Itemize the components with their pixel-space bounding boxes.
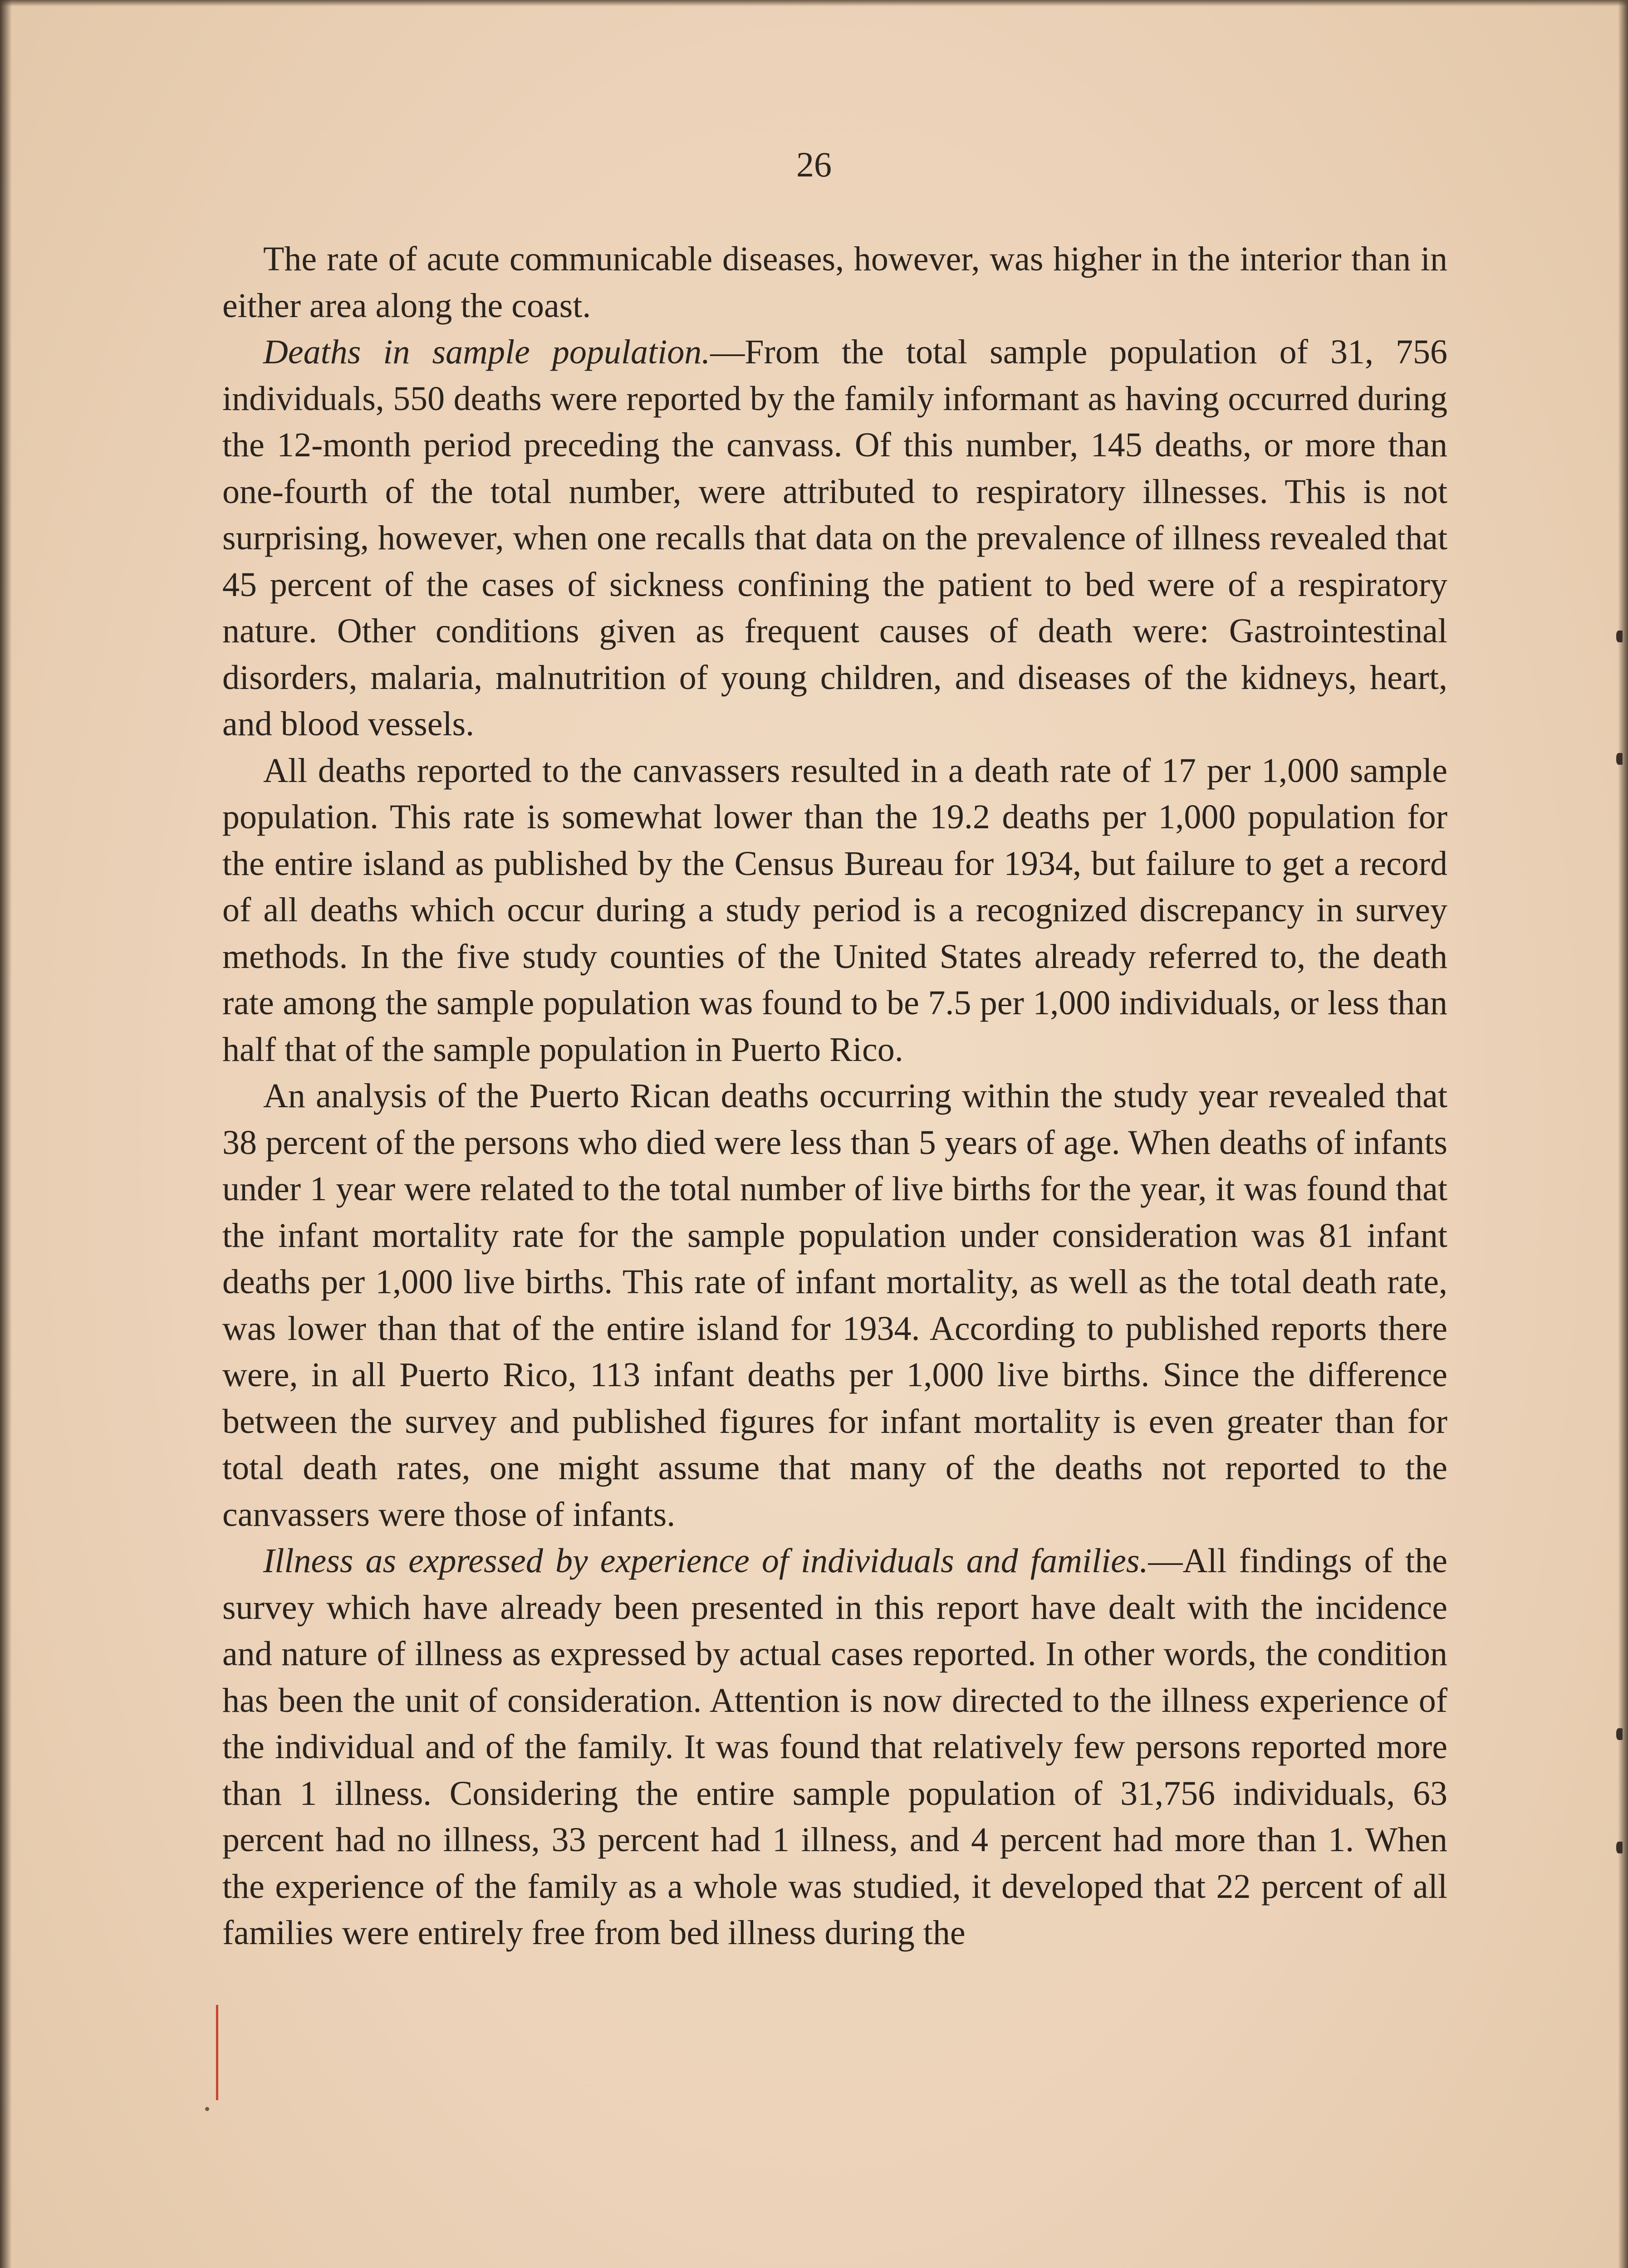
page-edge-left — [0, 0, 12, 2268]
paragraph-1-text: The rate of acute communicable diseases, however, was higher in the interior than in either area along the coast. — [222, 240, 1447, 325]
page-edge-top — [0, 0, 1628, 6]
paragraph-2-text: —From the total sample population of 31, 756 individuals, 550 deaths were reported by the family informant as having occurred during the 12-month period preceding the canvass. Of this number, 145 deaths, or more than one-fourth of the total number, were attributed to respiratory illnesses. This is not surprising, however, when one recalls that data on the prevalence of illness revealed that 45 percent of the cases of sickness confining the patient to bed were of a respiratory nature. Other conditions given as frequent causes of death were: Gastrointestinal disorders, malaria, malnutrition of young children, and diseases of the kidneys, heart, and blood vessels. — [222, 333, 1448, 743]
body-text — [222, 236, 1447, 1956]
edge-speck-mark — [1616, 1728, 1623, 1740]
paragraph-5 — [222, 1538, 1447, 1956]
paragraph-2-heading: Deaths in sample population. — [263, 333, 711, 371]
paragraph-4 — [222, 1073, 1447, 1538]
paragraph-1 — [222, 236, 1447, 329]
paragraph-5-text: —All findings of the survey which have already been presented in this report have dealt with the incidence and nature of illness as expressed by actual cases reported. In other words, the condition has been the unit of consideration. Attention is now directed to the illness experience of the individual and of the family. It was found that relatively few persons reported more than 1 illness. Considering the entire sample population of 31,756 individuals, 63 percent had no illness, 33 percent had 1 illness, and 4 percent had more than 1. When the experience of the family as a whole was studied, it developed that 22 percent of all families were entirely free from bed illness during the — [222, 1542, 1447, 1952]
paragraph-2 — [222, 329, 1447, 748]
paragraph-3 — [222, 748, 1447, 1073]
edge-speck-mark — [1616, 1842, 1623, 1853]
edge-speck-mark — [1616, 753, 1623, 765]
margin-dot-mark — [205, 2107, 209, 2111]
page-number: 26 — [796, 145, 832, 184]
margin-red-mark — [216, 2005, 218, 2100]
paragraph-3-text: All deaths reported to the canvassers resulted in a death rate of 17 per 1,000 sample population. This rate is somewhat lower than the 19.2 deaths per 1,000 population for the entire island as published by the Census Bureau for 1934, but failure to get a record of all deaths which occur during a study period is a recognized discrepancy in survey methods. In the five study counties of the United States already referred to, the death rate among the sample population was found to be 7.5 per 1,000 individuals, or less than half that of the sample population in Puerto Rico. — [222, 751, 1447, 1069]
page-edge-right — [1618, 0, 1628, 2268]
edge-speck-mark — [1616, 631, 1623, 642]
paragraph-5-heading: Illness as expressed by experience of individuals and families. — [263, 1542, 1148, 1580]
paragraph-4-text: An analysis of the Puerto Rican deaths occurring within the study year revealed that 38 percent of the persons who died were less than 5 years of age. When deaths of infants under 1 year were related to the total number of live births for the year, it was found that the infant mortality rate for the sample population under consideration was 81 infant deaths per 1,000 live births. This rate of infant mortality, as well as the total death rate, was lower than that of the entire island for 1934. According to published reports there were, in all Puerto Rico, 113 infant deaths per 1,000 live births. Since the difference between the survey and published figures for infant mortality is even greater than for total death rates, one might assume that many of the deaths not reported to the canvassers were those of infants. — [222, 1077, 1447, 1534]
